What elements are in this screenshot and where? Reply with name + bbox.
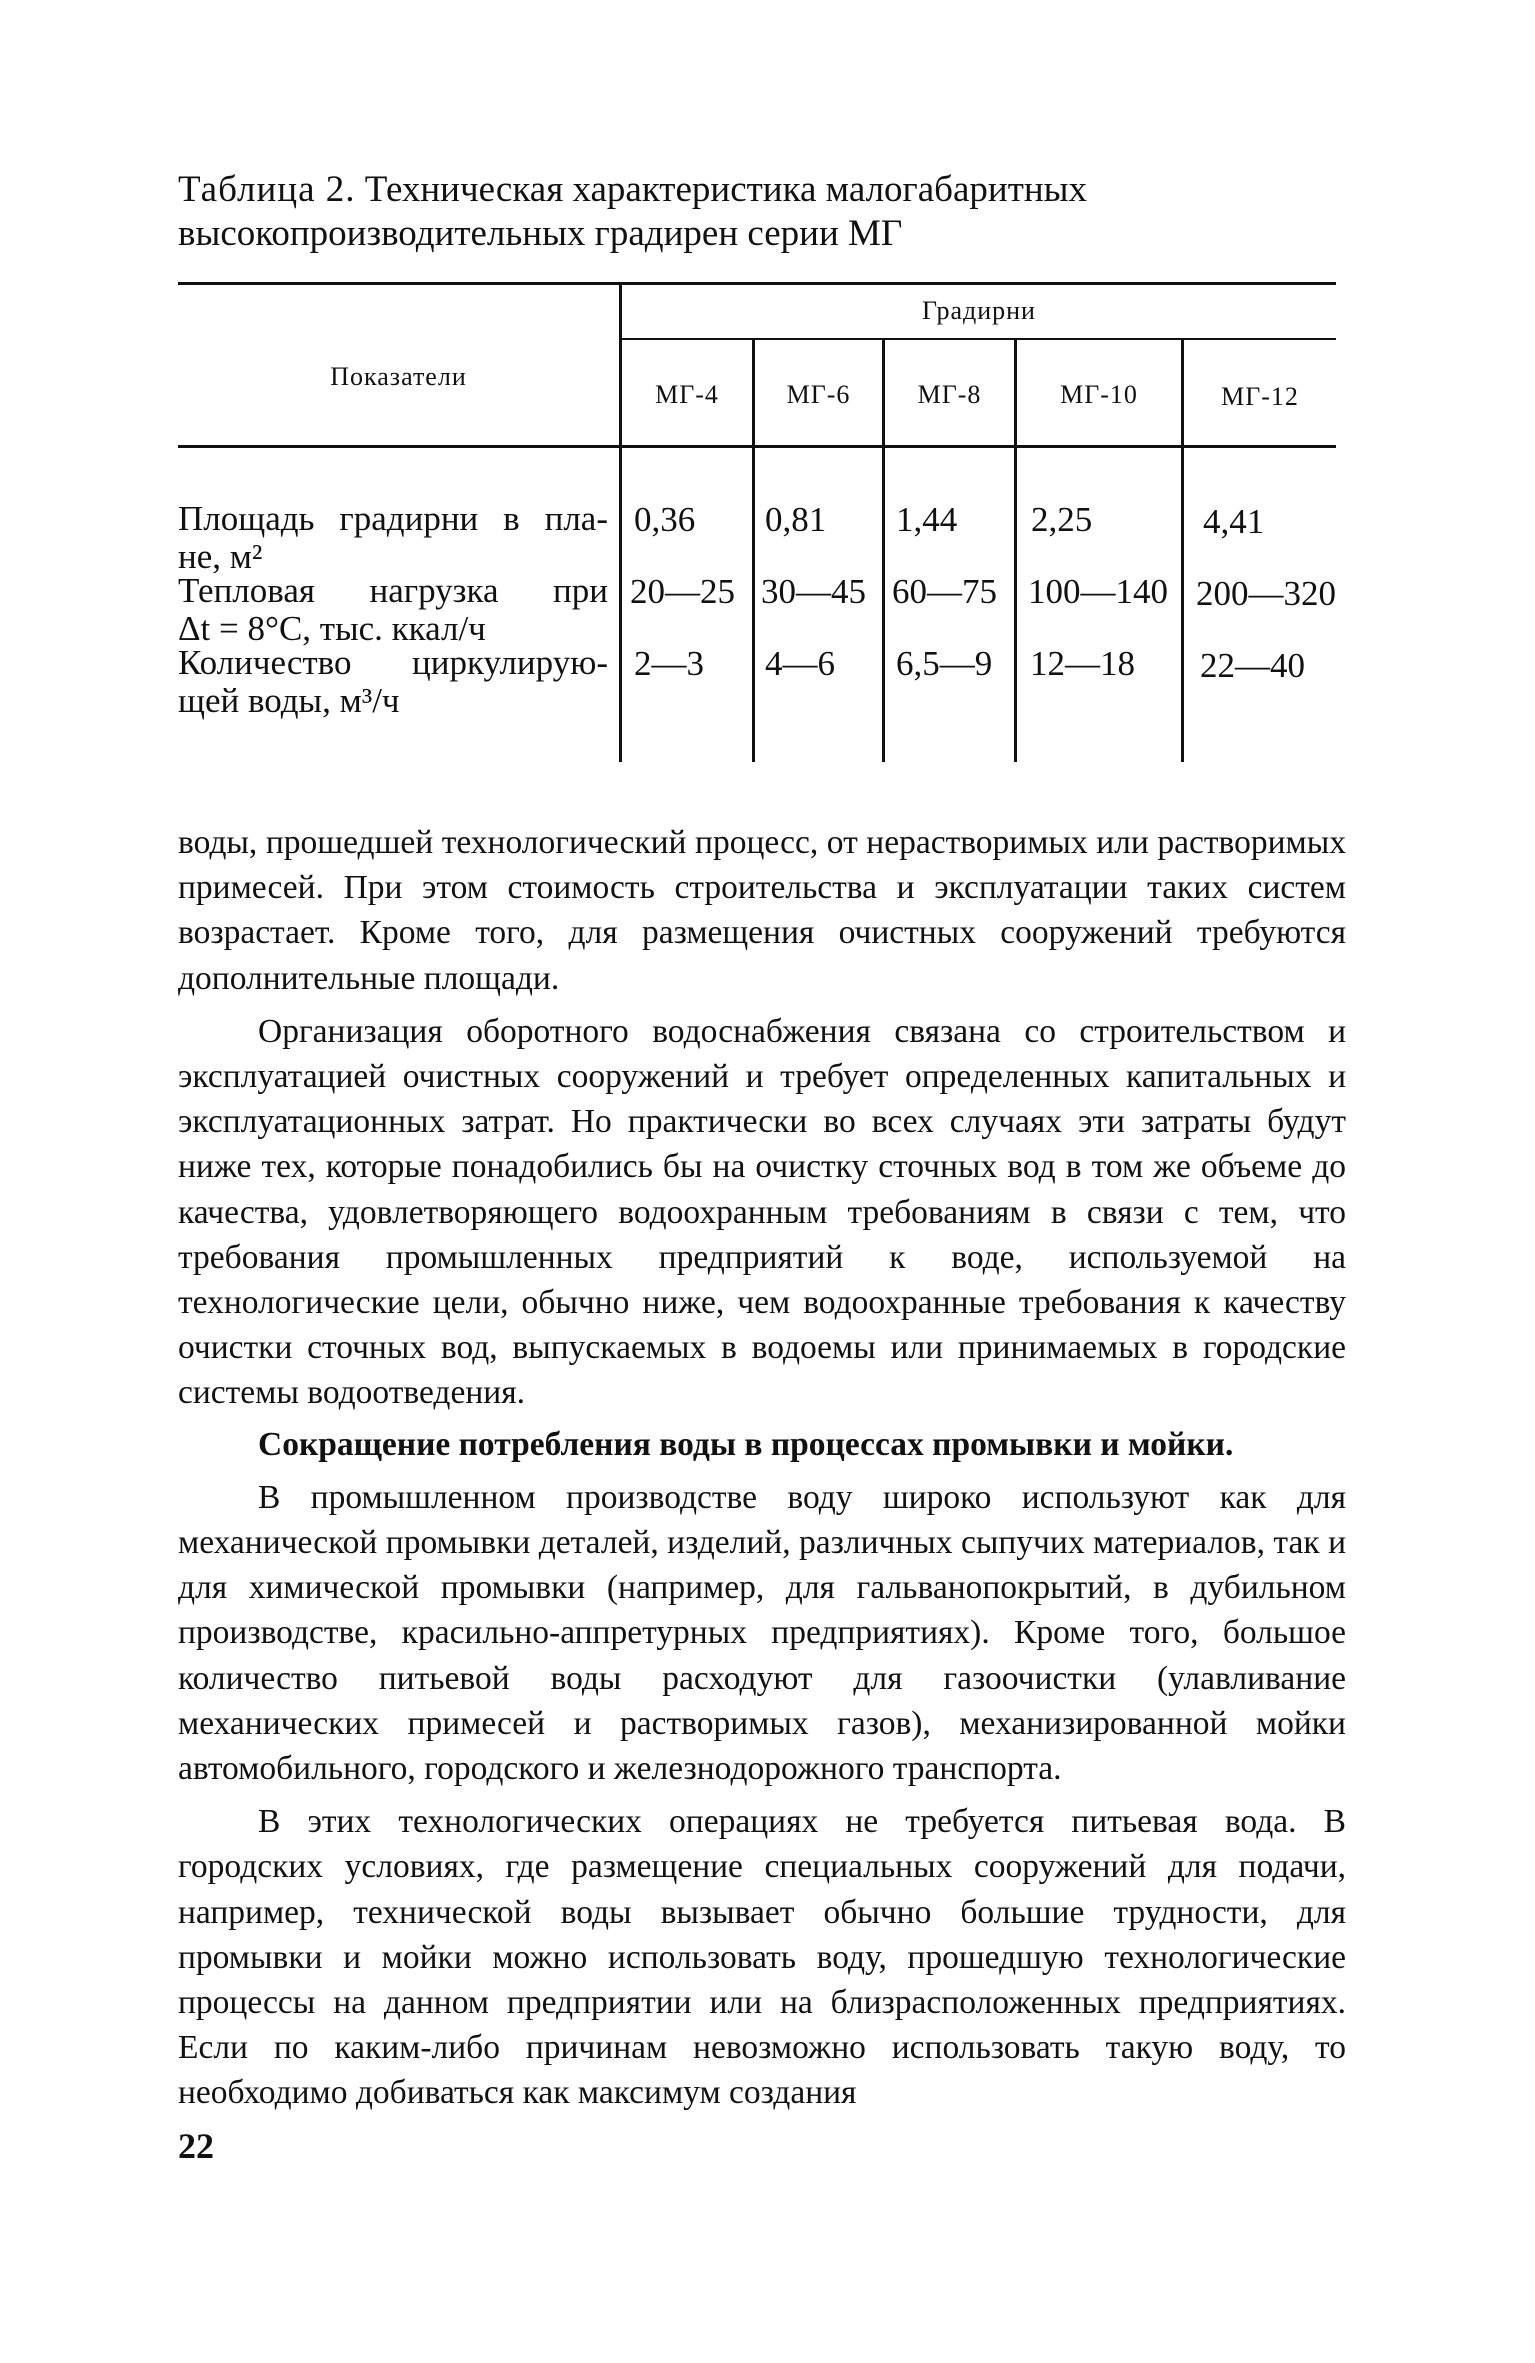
table-cell: 2—3 [634, 644, 704, 683]
table-cell: 100—140 [1028, 572, 1168, 611]
header-model: МГ-10 [1060, 380, 1138, 409]
header-model: МГ-8 [917, 380, 982, 409]
table-cell: 22—40 [1200, 646, 1305, 685]
header-model: МГ-6 [786, 380, 851, 409]
table-cell: 1,44 [896, 500, 958, 539]
table-top-rule [178, 282, 1336, 285]
body-text [178, 820, 1346, 2116]
section-heading: Сокращение потребления воды в процессах промывки и мойки. [258, 1425, 1234, 1463]
table-cell: 12—18 [1030, 644, 1135, 683]
table-cell: 30—45 [761, 572, 866, 611]
table-header-rule [178, 445, 1336, 448]
table-cell: 2,25 [1031, 500, 1093, 539]
table-caption [178, 168, 1348, 256]
header-param: Показатели [330, 362, 467, 391]
paragraph: В этих технологических операциях не требуется питьевая вода. В городских условиях, где размещение специальных сооружений для подачи, например, технической воды вызывает обычно большие трудности, для промывки и мойки можно использовать воду, прошедшую технологические процессы на данном предприятии или на близрасположенных предприятиях. Если по каким-либо причинам невозможно использовать такую воду, то необходимо добиваться как максимум создания [178, 1803, 1346, 2112]
paragraph: воды, прошедшей технологический процесс, от нерастворимых или растворимых примесей. При этом стоимость строительства и эксплуатации таких систем возрастает. Кроме того, для размещения очистных сооружений требуются дополнительные площади. [178, 824, 1346, 997]
table-cell: 6,5—9 [896, 644, 993, 683]
header-model: МГ-12 [1221, 382, 1299, 411]
header-model: МГ-4 [655, 380, 719, 409]
row-label: Количество циркулирую- щей воды, м³/ч [178, 643, 608, 720]
table-cell: 60—75 [892, 572, 997, 611]
group-subrule [622, 338, 1336, 340]
row-label: Площадь градирни в пла- не, м² [178, 499, 608, 576]
header-group: Градирни [922, 296, 1036, 325]
table-vline [619, 282, 622, 762]
table-cell: 0,81 [765, 500, 827, 539]
data-table [178, 282, 1336, 762]
table-caption-line1: Техническая характеристика малогабаритных [364, 169, 1088, 210]
paragraph: Организация оборотного водоснабжения связана со строительством и эксплуатацией очистных сооружений и требует определенных капитальных и эксплуатационных затрат. Но практически во всех случаях эти затраты будут ниже тех, которые понадобились бы на очистку сточных вод в том же объеме до качества, удовлетворяющего водоохранным требованиям в связи с тем, что требования промышленных предприятий к воде, используемой на технологические цели, обычно ниже, чем водоохранные требования к качеству очистки сточных вод, выпускаемых в водоемы или принимаемых в городские системы водоотведения. [178, 1012, 1346, 1412]
paragraph: В промышленном производстве воду широко используют как для механической промывки деталей, изделий, различных сыпучих материалов, так и для химической промывки (например, для гальванопокрытий, в дубильном производстве, красильно-аппретурных предприятиях). Кроме того, большое количество питьевой воды расходуют для газоочистки (улавливание механических примесей и растворимых газов), механизированной мойки автомобильного, городского и железнодорожного транспорта. [178, 1478, 1346, 1788]
table-caption-label: Таблица 2. [178, 169, 356, 210]
page-number: 22 [178, 2126, 214, 2166]
table-cell: 0,36 [634, 500, 696, 539]
table-cell: 200—320 [1196, 574, 1336, 613]
table-cell: 4—6 [765, 644, 835, 683]
table-cell: 20—25 [630, 572, 735, 611]
row-label: Тепловая нагрузка при Δt = 8°C, тыс. ккал/ч [178, 571, 608, 648]
table-caption-line2: высокопроизводительных градирен серии МГ [178, 213, 903, 254]
table-cell: 4,41 [1203, 502, 1265, 541]
